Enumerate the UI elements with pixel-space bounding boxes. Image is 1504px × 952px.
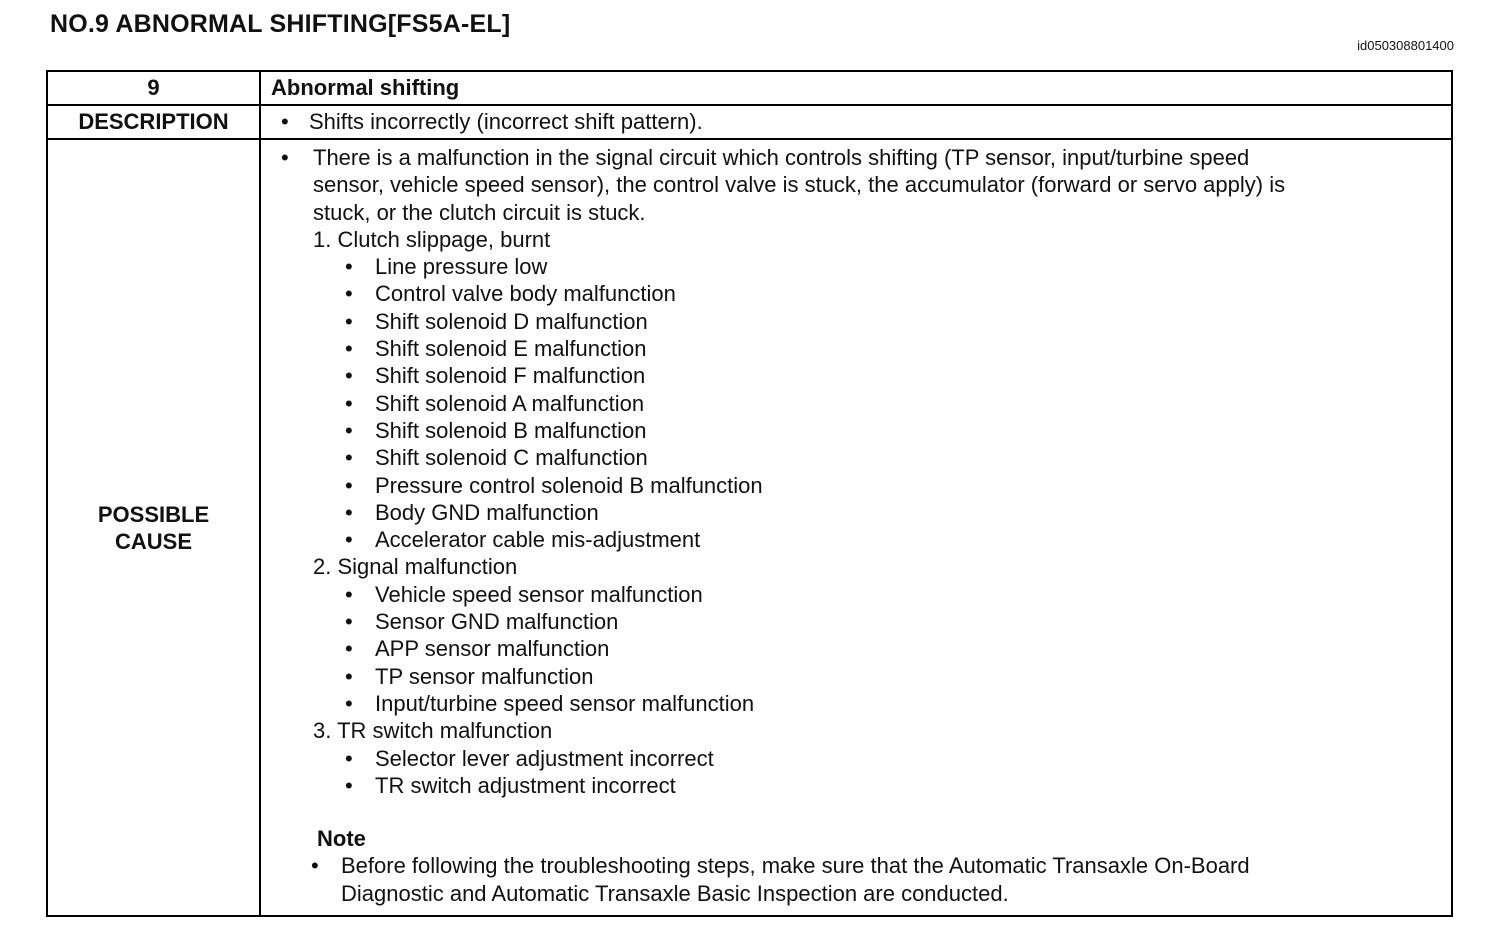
note-line: • Before following the troubleshooting steps, make sure that the Automatic Transaxle On-Board	[341, 853, 1250, 879]
item-heading: Abnormal shifting	[271, 75, 460, 100]
possible-cause-cell	[260, 139, 1452, 916]
page-title: NO.9 ABNORMAL SHIFTING[FS5A-EL]	[50, 10, 511, 38]
cause-list-item: • Shift solenoid E malfunction	[261, 335, 1421, 362]
cause-intro	[261, 144, 1421, 226]
cause-intro-line: • There is a malfunction in the signal circuit which controls shifting (TP sensor, input/turbine speed	[313, 145, 1250, 170]
cause-list-item: • Shift solenoid D malfunction	[261, 308, 1421, 335]
cause-list-item: • APP sensor malfunction	[261, 635, 1421, 662]
cause-list-item: • TR switch adjustment incorrect	[261, 772, 1421, 799]
possible-cause-row	[47, 139, 1452, 916]
description-text: • Shifts incorrectly (incorrect shift pattern).	[261, 106, 1451, 138]
description-label: DESCRIPTION	[47, 105, 260, 139]
item-number: 9	[47, 71, 260, 105]
possible-cause-label-line1: POSSIBLE	[97, 501, 210, 527]
cause-groups	[261, 226, 1421, 799]
cause-list-item: • Accelerator cable mis-adjustment	[261, 526, 1421, 553]
cause-list-item: • Shift solenoid C malfunction	[261, 444, 1421, 471]
cause-list-item: • Shift solenoid B malfunction	[261, 417, 1421, 444]
cause-list-item: • Shift solenoid A malfunction	[261, 390, 1421, 417]
document-id: id050308801400	[1357, 38, 1454, 53]
note-line: Diagnostic and Automatic Transaxle Basic Inspection are conducted.	[341, 880, 1009, 906]
cause-list-item: • Shift solenoid F malfunction	[261, 362, 1421, 389]
item-heading-cell	[260, 71, 1452, 105]
cause-intro-line: stuck, or the clutch circuit is stuck.	[313, 199, 646, 225]
cause-list-item: • Vehicle speed sensor malfunction	[261, 581, 1421, 608]
cause-group-heading: 2. Signal malfunction	[313, 554, 518, 580]
cause-group-heading: 3. TR switch malfunction	[313, 718, 553, 744]
cause-list-item: • Selector lever adjustment incorrect	[261, 745, 1421, 772]
description-cell	[260, 105, 1452, 139]
cause-list-item: • Control valve body malfunction	[261, 280, 1421, 307]
note-text	[261, 852, 1421, 907]
possible-cause-content	[261, 140, 1451, 915]
cause-list-item: • Input/turbine speed sensor malfunction	[261, 690, 1421, 717]
cause-list-item: • Sensor GND malfunction	[261, 608, 1421, 635]
possible-cause-label	[48, 501, 259, 555]
cause-intro-line: sensor, vehicle speed sensor), the control valve is stuck, the accumulator (forward or servo apply) is	[313, 172, 1286, 198]
possible-cause-label-cell	[47, 139, 260, 916]
note-heading: Note	[317, 826, 366, 852]
cause-list-item: • TP sensor malfunction	[261, 663, 1421, 690]
description-row	[47, 105, 1452, 139]
possible-cause-label-line2: CAUSE	[114, 528, 192, 554]
table-header-row	[47, 71, 1452, 105]
cause-group-heading: 1. Clutch slippage, burnt	[313, 226, 551, 252]
troubleshooting-table	[46, 70, 1453, 917]
cause-list-item: • Body GND malfunction	[261, 499, 1421, 526]
cause-list-item: • Pressure control solenoid B malfunction	[261, 472, 1421, 499]
cause-list-item: • Line pressure low	[261, 253, 1421, 280]
